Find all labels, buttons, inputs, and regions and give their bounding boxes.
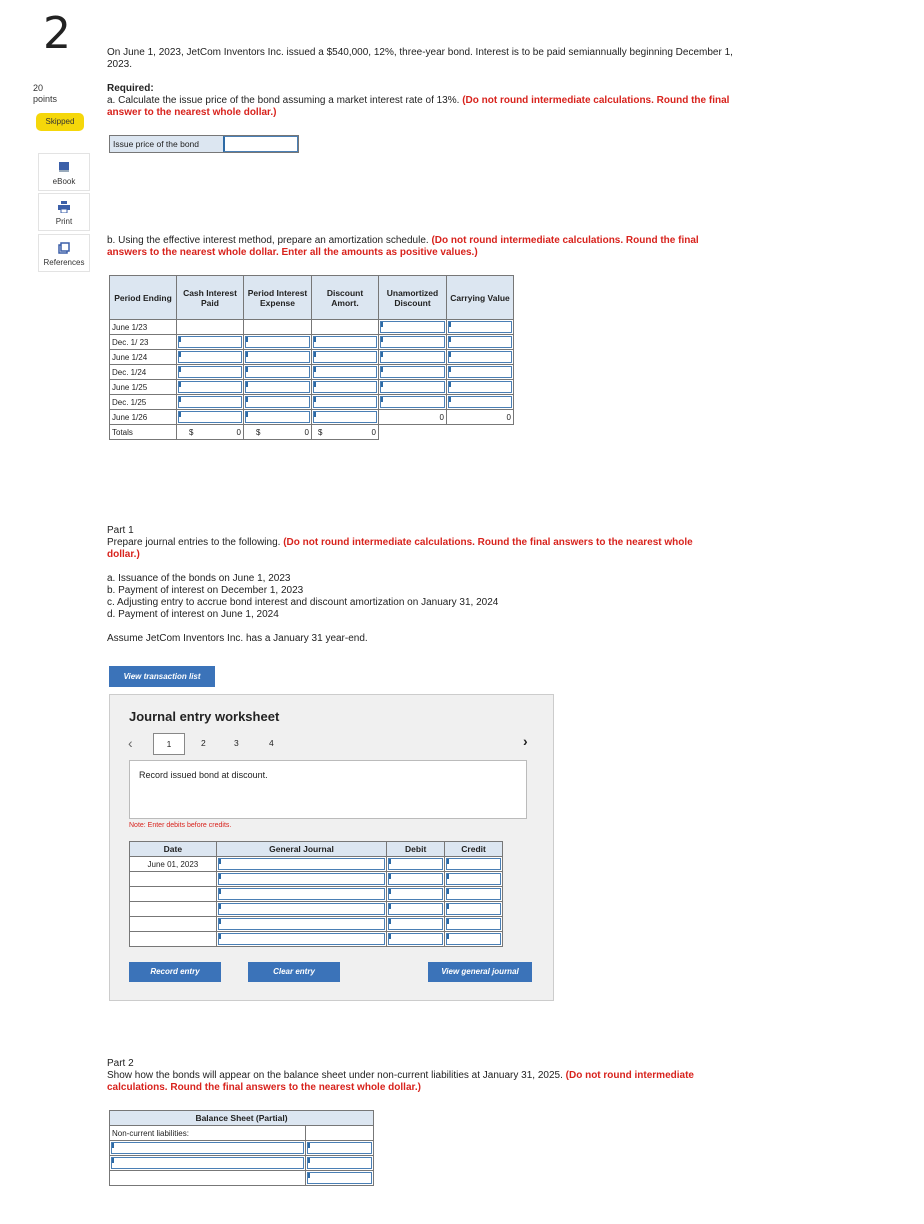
credit-input[interactable] xyxy=(445,902,503,917)
amortization-header-row xyxy=(110,276,514,320)
status-badge: Skipped xyxy=(36,113,84,131)
unamortized-input[interactable] xyxy=(379,395,447,410)
list-item: c. Adjusting entry to accrue bond interest and discount amortization on January 31, 2024 xyxy=(107,597,499,608)
liability-account-input[interactable] xyxy=(110,1156,306,1171)
part1-block xyxy=(107,525,727,561)
credit-input[interactable] xyxy=(445,857,503,872)
table-row xyxy=(130,902,503,917)
expense-input[interactable] xyxy=(244,395,312,410)
carrying-input[interactable] xyxy=(447,395,514,410)
account-input[interactable] xyxy=(216,902,386,917)
ebook-label: eBook xyxy=(52,177,76,186)
expense-input[interactable] xyxy=(244,410,312,425)
total-expense xyxy=(244,425,312,440)
part-a-note: (Do not round intermediate calculations. Round the final answer to the nearest whole dollar.) xyxy=(107,95,730,118)
journal-table xyxy=(129,841,503,947)
amortization-table xyxy=(109,275,514,440)
currency-symbol: $ xyxy=(189,427,194,437)
account-input[interactable] xyxy=(216,917,386,932)
chevron-right-icon[interactable]: › xyxy=(523,733,528,749)
final-carrying: 0 xyxy=(447,410,514,425)
journal-date: June 01, 2023 xyxy=(130,857,217,872)
unamortized-input[interactable] xyxy=(379,320,447,335)
part-a-text: a. Calculate the issue price of the bond assuming a market interest rate of 13%. xyxy=(107,95,460,106)
part1-note: (Do not round intermediate calculations. Round the final answers to the nearest whole dollar.) xyxy=(107,537,693,560)
total-cash-value: 0 xyxy=(236,427,241,437)
amort-input[interactable] xyxy=(312,410,379,425)
part-b-question xyxy=(107,235,732,259)
totals-label: Totals xyxy=(110,425,177,440)
part1-text: Prepare journal entries to the following. xyxy=(107,537,281,548)
debit-input[interactable] xyxy=(387,857,445,872)
part2-text: Show how the bonds will appear on the balance sheet under non-current liabilities at January 31, 2025. xyxy=(107,1070,563,1081)
cash-input[interactable] xyxy=(177,365,244,380)
ebook-button[interactable] xyxy=(38,153,90,191)
unamortized-input[interactable] xyxy=(379,350,447,365)
list-item: d. Payment of interest on June 1, 2024 xyxy=(107,609,279,620)
final-unamortized: 0 xyxy=(379,410,447,425)
part-a-block xyxy=(107,83,747,119)
points-display xyxy=(33,83,57,105)
expense-input[interactable] xyxy=(244,380,312,395)
period-label: June 1/23 xyxy=(110,320,177,335)
part-b-note: (Do not round intermediate calculations. Round the final answers to the nearest whole dollar. Enter all the amounts as positive values.) xyxy=(107,235,699,258)
part2-question xyxy=(107,1070,732,1094)
period-label: Dec. 1/24 xyxy=(110,365,177,380)
period-label: Dec. 1/ 23 xyxy=(110,335,177,350)
entry-description: Record issued bond at discount. xyxy=(139,770,268,780)
list-item: b. Payment of interest on December 1, 2023 xyxy=(107,585,304,596)
carrying-input[interactable] xyxy=(447,335,514,350)
part2-block xyxy=(107,1058,732,1094)
liability-account-input[interactable] xyxy=(110,1141,306,1156)
book-icon xyxy=(58,161,70,173)
print-label: Print xyxy=(55,217,73,226)
amort-input[interactable] xyxy=(312,350,379,365)
part-a-question xyxy=(107,95,747,119)
liability-total-input[interactable] xyxy=(306,1171,374,1186)
entry-description-box xyxy=(129,760,527,819)
period-label: June 1/26 xyxy=(110,410,177,425)
debit-input[interactable] xyxy=(387,887,445,902)
header-period-ending: Period Ending xyxy=(110,276,177,320)
view-general-journal-button[interactable]: View general journal xyxy=(428,962,532,982)
part2-note: (Do not round intermediate calculations. Round the final answers to the nearest whole dollar.) xyxy=(107,1070,694,1093)
references-icon xyxy=(58,242,70,254)
transaction-list xyxy=(107,573,727,621)
carrying-input[interactable] xyxy=(447,365,514,380)
unamortized-input[interactable] xyxy=(379,365,447,380)
liability-amount-input[interactable] xyxy=(306,1141,374,1156)
credit-input[interactable] xyxy=(445,887,503,902)
table-row xyxy=(110,320,514,335)
expense-input[interactable] xyxy=(244,365,312,380)
page-2-tab[interactable]: 2 xyxy=(201,738,206,748)
year-end-note: Assume JetCom Inventors Inc. has a January 31 year-end. xyxy=(107,633,368,644)
non-current-liabilities-label: Non-current liabilities: xyxy=(110,1126,306,1141)
amort-input[interactable] xyxy=(312,365,379,380)
table-row xyxy=(130,932,503,947)
total-expense-value: 0 xyxy=(304,427,309,437)
table-row xyxy=(110,365,514,380)
record-entry-button[interactable]: Record entry xyxy=(129,962,221,982)
currency-symbol: $ xyxy=(318,427,323,437)
totals-row xyxy=(110,425,514,440)
header-debit: Debit xyxy=(387,842,445,857)
page-3-tab[interactable]: 3 xyxy=(234,738,239,748)
table-row xyxy=(110,380,514,395)
account-input[interactable] xyxy=(216,932,386,947)
period-label: Dec. 1/25 xyxy=(110,395,177,410)
cash-input[interactable] xyxy=(177,410,244,425)
amort-input[interactable] xyxy=(312,380,379,395)
page-1-tab[interactable]: 1 xyxy=(153,733,185,755)
currency-symbol: $ xyxy=(256,427,261,437)
amort-input[interactable] xyxy=(312,335,379,350)
unamortized-input[interactable] xyxy=(379,380,447,395)
balance-sheet-table xyxy=(109,1110,374,1186)
total-amort-value: 0 xyxy=(371,427,376,437)
cash-input[interactable] xyxy=(177,335,244,350)
carrying-input[interactable] xyxy=(447,380,514,395)
debit-input[interactable] xyxy=(387,902,445,917)
balance-sheet-title: Balance Sheet (Partial) xyxy=(110,1111,374,1126)
clear-entry-button[interactable]: Clear entry xyxy=(248,962,340,982)
table-row xyxy=(110,1126,374,1141)
table-row xyxy=(110,335,514,350)
part2-title: Part 2 xyxy=(107,1058,134,1069)
required-label: Required: xyxy=(107,83,154,94)
cash-input[interactable] xyxy=(177,350,244,365)
total-cash xyxy=(177,425,244,440)
account-input[interactable] xyxy=(216,857,386,872)
credit-input[interactable] xyxy=(445,872,503,887)
header-unamortized-discount: Unamortized Discount xyxy=(379,276,447,320)
page-4-tab[interactable]: 4 xyxy=(269,738,274,748)
header-general-journal: General Journal xyxy=(216,842,386,857)
table-row xyxy=(110,410,514,425)
part1-title: Part 1 xyxy=(107,525,134,536)
worksheet-title: Journal entry worksheet xyxy=(129,709,280,724)
unamortized-input[interactable] xyxy=(379,335,447,350)
issue-price-label: Issue price of the bond xyxy=(113,139,200,149)
journal-header-row xyxy=(130,842,503,857)
liability-amount-input[interactable] xyxy=(306,1156,374,1171)
account-input[interactable] xyxy=(216,872,386,887)
cash-input[interactable] xyxy=(177,395,244,410)
chevron-left-icon[interactable]: ‹ xyxy=(128,735,133,751)
part-b-text: b. Using the effective interest method, prepare an amortization schedule. xyxy=(107,235,429,246)
view-transaction-list-button[interactable]: View transaction list xyxy=(109,666,215,687)
expense-input[interactable] xyxy=(244,335,312,350)
points-label: points xyxy=(33,94,58,104)
table-row xyxy=(130,872,503,887)
header-interest-expense: Period Interest Expense xyxy=(244,276,312,320)
table-row xyxy=(110,395,514,410)
references-label: References xyxy=(43,258,85,267)
printer-icon xyxy=(58,201,70,213)
list-item: a. Issuance of the bonds on June 1, 2023 xyxy=(107,573,291,584)
journal-worksheet xyxy=(109,694,554,1001)
debit-input[interactable] xyxy=(387,917,445,932)
expense-input[interactable] xyxy=(244,350,312,365)
table-row xyxy=(130,917,503,932)
carrying-input[interactable] xyxy=(447,350,514,365)
account-input[interactable] xyxy=(216,887,386,902)
table-row xyxy=(110,1156,374,1171)
debit-credit-note: Note: Enter debits before credits. xyxy=(129,822,232,829)
issue-price-input[interactable] xyxy=(223,136,298,152)
debit-input[interactable] xyxy=(387,932,445,947)
question-number: 2 xyxy=(43,8,71,59)
header-discount-amort: Discount Amort. xyxy=(312,276,379,320)
print-button[interactable] xyxy=(38,193,90,231)
part1-question xyxy=(107,537,727,561)
points-value: 20 xyxy=(33,83,44,93)
amort-input[interactable] xyxy=(312,395,379,410)
table-row xyxy=(130,857,503,872)
question-intro: On June 1, 2023, JetCom Inventors Inc. issued a $540,000, 12%, three-year bond. Interest is to be paid semiannually beginning December 1, 2023. xyxy=(107,47,733,70)
period-label: June 1/25 xyxy=(110,380,177,395)
header-credit: Credit xyxy=(445,842,503,857)
table-row xyxy=(110,1141,374,1156)
carrying-input[interactable] xyxy=(447,320,514,335)
table-row xyxy=(130,887,503,902)
cash-input[interactable] xyxy=(177,380,244,395)
references-button[interactable] xyxy=(38,234,90,272)
table-row xyxy=(110,350,514,365)
table-row xyxy=(110,1171,374,1186)
credit-input[interactable] xyxy=(445,932,503,947)
header-date: Date xyxy=(130,842,217,857)
debit-input[interactable] xyxy=(387,872,445,887)
credit-input[interactable] xyxy=(445,917,503,932)
period-label: June 1/24 xyxy=(110,350,177,365)
header-carrying-value: Carrying Value xyxy=(447,276,514,320)
issue-price-row xyxy=(109,135,299,153)
total-amort xyxy=(312,425,379,440)
header-cash-interest: Cash Interest Paid xyxy=(177,276,244,320)
